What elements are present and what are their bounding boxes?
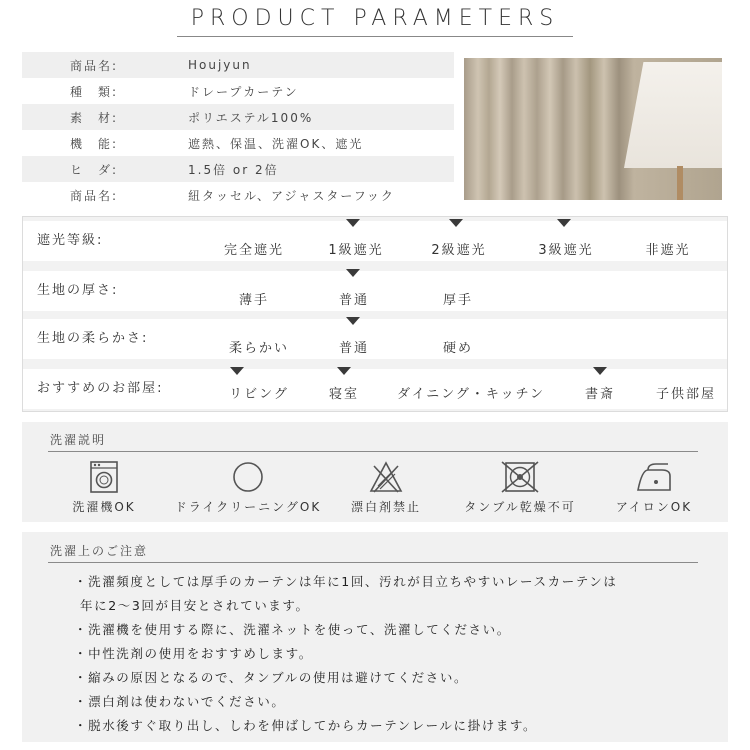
rating-option: 寝室 (328, 387, 360, 402)
spec-key: 商品名: (70, 188, 119, 203)
no-bleach-icon (366, 460, 406, 494)
title-area (0, 0, 750, 40)
rating-option: リビング (229, 387, 289, 402)
rating-option: 普通 (338, 293, 370, 308)
note-line: ・中性洗剤の使用をおすすめします。 (74, 646, 313, 661)
note-line: ・洗濯機を使用する際に、洗濯ネットを使って、洗濯してください。 (74, 622, 511, 637)
product-photo (464, 58, 722, 200)
divider (48, 562, 698, 563)
page-title: PRODUCT PARAMETERS (177, 6, 574, 37)
washing-label: 洗濯機OK (72, 500, 136, 514)
dry-clean-circle-icon (228, 460, 268, 494)
rating-option: 硬め (442, 341, 474, 356)
spec-key: 種 類: (70, 84, 119, 99)
rating-label: おすすめのお部屋: (37, 381, 164, 396)
rating-option: 非遮光 (645, 243, 691, 258)
washing-label: 漂白剤禁止 (350, 500, 422, 514)
spec-value: 紐タッセル、アジャスターフック (188, 188, 395, 203)
spec-row (22, 182, 454, 208)
marker-triangle-icon (346, 317, 360, 325)
rating-label: 生地の厚さ: (37, 283, 119, 298)
spec-row (22, 78, 454, 104)
rating-row-softness (23, 315, 727, 359)
notes-heading: 洗濯上のご注意 (50, 544, 149, 558)
note-line: ・縮みの原因となるので、タンブルの使用は避けてください。 (74, 670, 469, 685)
washing-label: タンブル乾燥不可 (464, 500, 576, 514)
spec-row (22, 156, 454, 182)
marker-triangle-icon (449, 219, 463, 227)
spec-value: ポリエステル100% (188, 110, 314, 125)
rating-row-room (23, 365, 727, 409)
rating-row-thickness (23, 267, 727, 311)
rating-option: 3級遮光 (538, 243, 594, 258)
rating-label: 遮光等級: (37, 233, 104, 248)
lamp-pole (677, 166, 683, 200)
rating-row-light-blocking (23, 217, 727, 261)
iron-icon (634, 460, 674, 494)
spec-row (22, 104, 454, 130)
marker-triangle-icon (337, 367, 351, 375)
rating-option: 完全遮光 (223, 243, 285, 258)
rating-label: 生地の柔らかさ: (37, 331, 149, 346)
rating-option: 柔らかい (228, 341, 290, 356)
spec-key: 機 能: (70, 136, 119, 151)
spec-key: 素 材: (70, 110, 119, 125)
note-line: ・漂白剤は使わないでください。 (74, 694, 286, 709)
rating-option: ダイニング・キッチン (396, 387, 546, 402)
spec-value: ドレープカーテン (188, 84, 299, 99)
marker-triangle-icon (346, 219, 360, 227)
spec-row (22, 52, 454, 78)
spec-row (22, 130, 454, 156)
spec-value: 1.5倍 or 2倍 (188, 162, 279, 177)
marker-triangle-icon (557, 219, 571, 227)
washing-label: ドライクリーニングOK (174, 500, 322, 514)
rating-option: 書斎 (584, 387, 616, 402)
washing-label: アイロンOK (615, 500, 693, 514)
rating-option: 厚手 (442, 293, 474, 308)
spec-table (22, 52, 454, 208)
rating-option: 普通 (338, 341, 370, 356)
washing-machine-icon (84, 460, 124, 494)
rating-option: 子供部屋 (655, 387, 717, 402)
note-line: 年に2～3回が目安とされています。 (80, 598, 310, 613)
washing-heading: 洗濯説明 (50, 433, 107, 447)
rating-option: 2級遮光 (431, 243, 487, 258)
note-line: ・洗濯頻度としては厚手のカーテンは年に1回、汚れが目立ちやすいレースカーテンは (74, 574, 618, 589)
marker-triangle-icon (593, 367, 607, 375)
spec-key: 商品名: (70, 58, 119, 73)
note-line: ・脱水後すぐ取り出し、しわを伸ばしてからカーテンレールに掛けます。 (74, 718, 538, 733)
marker-triangle-icon (346, 269, 360, 277)
spec-value: 遮熱、保温、洗濯OK、遮光 (188, 136, 364, 151)
rating-option: 薄手 (238, 293, 270, 308)
rating-panel (22, 216, 728, 412)
spec-key: ヒ ダ: (70, 162, 119, 177)
rating-option: 1級遮光 (328, 243, 384, 258)
marker-triangle-icon (230, 367, 244, 375)
divider (48, 451, 698, 452)
spec-value: Houjyun (188, 58, 252, 72)
no-tumble-dry-icon (500, 460, 540, 494)
